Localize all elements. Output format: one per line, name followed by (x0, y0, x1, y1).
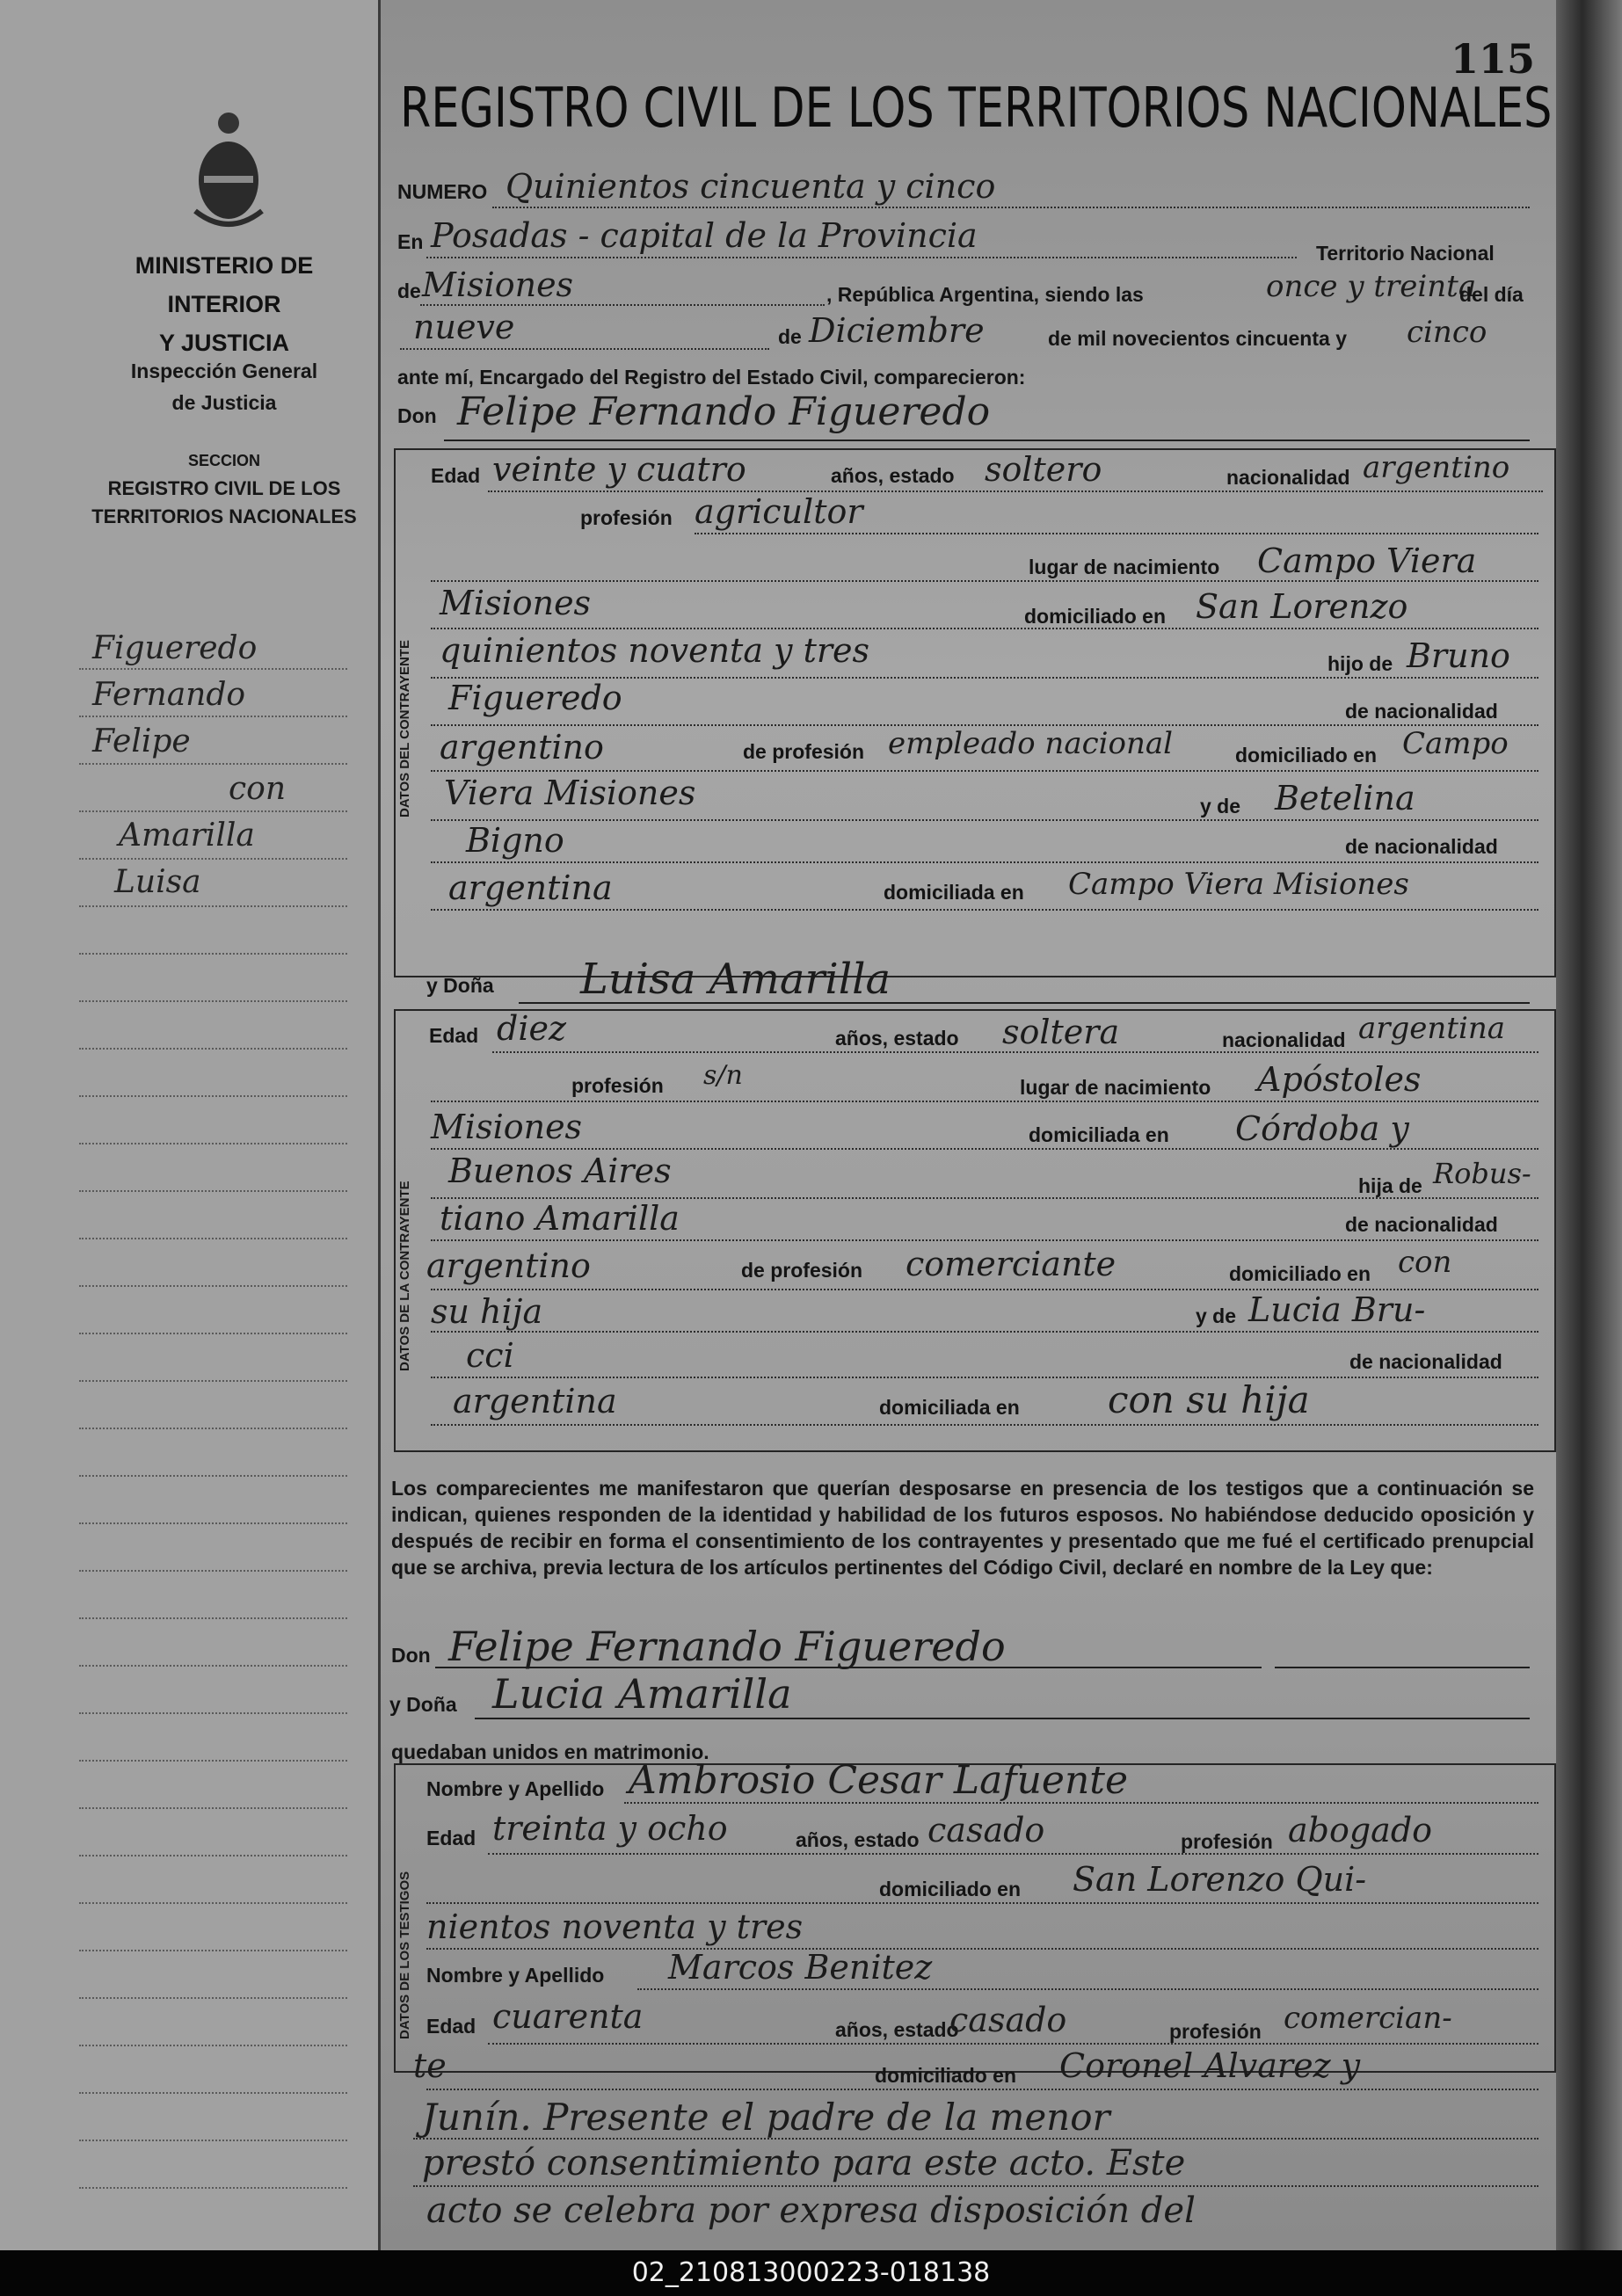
domicilio-value-2: Buenos Aires (448, 1152, 672, 1190)
page-number: 115 (1451, 35, 1536, 83)
page-title: REGISTRO CIVIL DE LOS TERRITORIOS NACIONALES (400, 76, 1553, 140)
madre-nacionalidad: argentina (448, 868, 613, 907)
line (413, 2185, 1538, 2187)
profesion-label: profesión (571, 1074, 664, 1097)
margin-line (79, 1760, 347, 1762)
domicilio-value-2: quinientos noventa y tres (440, 631, 870, 670)
padre-value: Bruno (1407, 636, 1510, 675)
contrayente-side-label: DATOS DEL CONTRAYENTE (397, 640, 412, 817)
t1-anios-estado-label: años, estado (796, 1828, 920, 1851)
padre-domicilio-2: su hija (431, 1292, 543, 1331)
t1-edad-value: treinta y ocho (492, 1809, 728, 1848)
margin-line (79, 2140, 347, 2141)
lugar-label: lugar de nacimiento (1029, 556, 1220, 578)
lugar-value: Campo Viera (1257, 541, 1477, 580)
margin-line (79, 1285, 347, 1287)
inspection-name: Inspección General de Justicia (130, 360, 318, 414)
margin-line (79, 1902, 347, 1904)
madre-domicilio: con su hija (1108, 1378, 1310, 1421)
line (431, 1424, 1538, 1426)
de-profesion-label: de profesión (741, 1259, 863, 1282)
padre-domiciliado-label: domiciliado en (1235, 744, 1378, 767)
line (431, 1239, 1538, 1241)
y-de-label: y de (1196, 1304, 1237, 1327)
line (431, 770, 1538, 772)
anio-label: de mil novecientos cincuenta y (1048, 327, 1347, 350)
margin-note: Figueredo (92, 630, 258, 666)
margin-line (79, 1333, 347, 1334)
anios-estado-label: años, estado (835, 1027, 959, 1050)
t2-profesion-value: comercian- (1284, 2001, 1452, 2036)
margin-line (79, 1048, 347, 1050)
margin-line (79, 1712, 347, 1714)
line (492, 1051, 1538, 1053)
t2-estado-value: casado (949, 2001, 1067, 2039)
de-label-2: de (778, 325, 802, 348)
line (431, 1377, 1538, 1378)
section-name: SECCION REGISTRO CIVIL DE LOS TERRITORIOS NACIONALES (91, 452, 357, 527)
madre-domiciliada-label: domiciliada en (884, 881, 1024, 904)
line (695, 533, 1538, 534)
madre-domiciliada-label: domiciliada en (879, 1396, 1020, 1419)
declaration-paragraph: Los comparecientes me manifestaron que querían desposarse en presencia de los testigos que a continuación se indican, quienes responden de la identidad y habilidad de los futuros esposos. No habiéndose deducido oposición y después de recibir en forma el consentimiento de los contrayentes y presentado que me fué el certificado prenupcial que se archiva, previa lectura de los artículos pertinentes del Código Civil, declaré en nombre de la Ley que: (391, 1477, 1534, 1579)
line (1275, 1667, 1530, 1668)
t2-edad-value: cuarenta (492, 1997, 644, 2036)
de-label: de (397, 280, 421, 302)
t1-domicilio-value-2: nientos noventa y tres (426, 1907, 804, 1946)
territorio-value: Misiones (422, 265, 574, 304)
t1-domiciliado-label: domiciliado en (879, 1878, 1022, 1900)
margin-line (79, 905, 347, 907)
padre-domicilio-2: Viera Misiones (444, 774, 696, 812)
domicilio-value: Córdoba y (1235, 1109, 1409, 1148)
t2-anios-estado-label: años, estado (835, 2018, 959, 2041)
nacionalidad-label: nacionalidad (1222, 1028, 1346, 1051)
contrayente-name: Felipe Fernando Figueredo (457, 389, 991, 434)
madre-nacionalidad: argentina (453, 1382, 617, 1420)
margin-note: Luisa (114, 864, 201, 900)
line (426, 2089, 1538, 2090)
t1-profesion-label: profesión (1181, 1830, 1273, 1853)
territorio-label: Territorio Nacional (1316, 242, 1495, 265)
t2-profesion-label: profesión (1169, 2020, 1262, 2043)
margin-line (79, 1522, 347, 1524)
dona-label: y Doña (426, 974, 494, 997)
line (431, 628, 1538, 629)
margin-line (79, 2092, 347, 2094)
madre-de-nacionalidad-label: de nacionalidad (1349, 1350, 1502, 1373)
line (488, 2043, 1538, 2045)
union-don-value: Felipe Fernando Figueredo (448, 1623, 1006, 1670)
margin-line (79, 1570, 347, 1572)
en-value: Posadas - capital de la Provincia (431, 216, 978, 255)
margin-line (79, 1428, 347, 1429)
line (624, 1802, 1538, 1804)
line (444, 440, 1530, 441)
padre-nacionalidad: argentino (440, 728, 604, 767)
nacionalidad-label: nacionalidad (1226, 466, 1350, 489)
margin-note: Felipe (92, 723, 191, 759)
line (426, 257, 1297, 258)
line (431, 909, 1538, 911)
note-line-3: acto se celebra por expresa disposición del (426, 2191, 1196, 2231)
edad-label: Edad (429, 1024, 479, 1047)
padre-profesion: empleado nacional (888, 726, 1174, 761)
margin-rule (378, 0, 381, 2250)
nacionalidad-value: argentina (1358, 1011, 1506, 1046)
edad-value: veinte y cuatro (492, 450, 746, 489)
y-de-label: y de (1200, 795, 1241, 817)
margin-line (79, 1950, 347, 1951)
line (431, 1331, 1538, 1333)
profesion-value: s/n (703, 1060, 743, 1091)
en-label: En (397, 230, 424, 253)
padre-domiciliado-label: domiciliado en (1229, 1262, 1371, 1285)
margin-line (79, 1475, 347, 1477)
document-id-footer: 02_210813000223-018138 (0, 2250, 1622, 2296)
margin-line (79, 953, 347, 955)
padre-domicilio: con (1398, 1245, 1452, 1280)
domicilio-value: San Lorenzo (1196, 587, 1408, 626)
t2-domicilio-value: Coronel Alvarez y (1059, 2046, 1361, 2085)
margin-line (79, 1665, 347, 1667)
estado-value: soltero (985, 450, 1102, 489)
line (413, 2138, 1538, 2140)
line (637, 1988, 1538, 1990)
line (431, 819, 1538, 821)
note-line-1: Junín. Presente el padre de la menor (422, 2096, 1110, 2139)
t2-nombre-label: Nombre y Apellido (426, 1964, 605, 1987)
t2-domiciliado-label: domiciliado en (875, 2064, 1017, 2087)
contrayente-f-name: Luisa Amarilla (580, 955, 891, 1004)
numero-label: NUMERO (397, 180, 488, 203)
line (435, 1667, 1262, 1668)
margin-note: Amarilla (119, 817, 255, 854)
madre-value-2: cci (466, 1336, 514, 1375)
madre-value: Lucia Bru- (1248, 1290, 1426, 1329)
margin-line (79, 1190, 347, 1192)
margin-line (79, 1855, 347, 1856)
t1-nombre-value: Ambrosio Cesar Lafuente (629, 1758, 1129, 1803)
anios-estado-label: años, estado (831, 464, 955, 487)
margin-line (79, 1807, 347, 1809)
line (488, 1853, 1538, 1855)
page-edge (1556, 0, 1622, 2250)
t2-edad-label: Edad (426, 2015, 476, 2038)
madre-value-2: Bigno (466, 821, 564, 860)
de-nacionalidad-label: de nacionalidad (1345, 700, 1498, 723)
republica-label: , República Argentina, siendo las (826, 283, 1144, 306)
nacionalidad-value: argentino (1363, 450, 1510, 485)
margin-line (79, 1380, 347, 1382)
don-label: Don (397, 404, 437, 427)
padre-value-2: tiano Amarilla (440, 1199, 680, 1238)
lugar-label: lugar de nacimiento (1020, 1076, 1211, 1099)
line (420, 304, 825, 306)
line (492, 207, 1530, 208)
numero-value: Quinientos cincuenta y cinco (506, 167, 996, 206)
line (519, 1002, 1530, 1004)
t1-nombre-label: Nombre y Apellido (426, 1777, 605, 1800)
margin-note: con (229, 771, 287, 807)
margin-line (79, 1000, 347, 1002)
coat-of-arms-icon (185, 105, 273, 237)
madre-de-nacionalidad-label: de nacionalidad (1345, 835, 1498, 858)
margin-line (79, 1143, 347, 1144)
union-dona-value: Lucia Amarilla (492, 1670, 792, 1718)
edad-label: Edad (431, 464, 481, 487)
margin-note: Fernando (92, 677, 246, 713)
hija-label: hija de (1358, 1174, 1422, 1197)
line (431, 1101, 1538, 1102)
testigos-side-label: DATOS DE LOS TESTIGOS (397, 1871, 412, 2039)
mes-value: Diciembre (809, 311, 985, 350)
union-dona-label: y Doña (389, 1693, 457, 1716)
t1-domicilio-value: San Lorenzo Qui- (1073, 1860, 1367, 1899)
madre-value: Betelina (1275, 779, 1415, 817)
line (431, 580, 1538, 582)
unidos-label: quedaban unidos en matrimonio. (391, 1740, 709, 1763)
t1-estado-value: casado (927, 1811, 1045, 1849)
de-nacionalidad-label: de nacionalidad (1345, 1213, 1498, 1236)
padre-domicilio: Campo (1402, 726, 1509, 761)
hijo-label: hijo de (1327, 652, 1393, 675)
profesion-value: agricultor (695, 492, 863, 531)
padre-nacionalidad: argentino (426, 1246, 591, 1285)
padre-profesion: comerciante (906, 1245, 1116, 1283)
line (431, 1148, 1538, 1150)
estado-value: soltera (1002, 1013, 1120, 1051)
t1-edad-label: Edad (426, 1827, 476, 1849)
hora-value: once y treinta (1266, 269, 1477, 304)
lugar-value-2: Misiones (431, 1108, 583, 1146)
edad-value: diez (497, 1009, 566, 1048)
note-line-2: prestó consentimiento para este acto. Este (422, 2143, 1186, 2183)
line (400, 348, 769, 350)
madre-domicilio: Campo Viera Misiones (1068, 867, 1409, 902)
line (488, 490, 1543, 492)
profesion-label: profesión (580, 506, 673, 529)
dia-value: nueve (413, 308, 515, 346)
lugar-value: Apóstoles (1257, 1060, 1422, 1099)
padre-value-2: Figueredo (448, 679, 622, 717)
del-dia-label: del día (1459, 283, 1524, 306)
de-profesion-label: de profesión (743, 740, 865, 763)
union-don-label: Don (391, 1644, 431, 1667)
t2-nombre-value: Marcos Benitez (668, 1948, 933, 1987)
anio-value: cinco (1407, 315, 1487, 350)
margin-line (79, 1095, 347, 1097)
margin-line (79, 2187, 347, 2189)
line (475, 1718, 1530, 1719)
line (426, 1902, 1538, 1904)
padre-value: Robus- (1433, 1157, 1531, 1190)
line (431, 861, 1538, 863)
ministry-name: MINISTERIO DE INTERIOR Y JUSTICIA (135, 252, 314, 356)
ante-label: ante mí, Encargado del Registro del Estado Civil, comparecieron: (397, 366, 1026, 389)
domiciliado-label: domiciliado en (1024, 605, 1167, 628)
lugar-value-2: Misiones (440, 584, 592, 622)
contrayente-f-side-label: DATOS DE LA CONTRAYENTE (397, 1181, 412, 1371)
domiciliada-label: domiciliada en (1029, 1123, 1169, 1146)
margin-line (79, 2045, 347, 2046)
t1-profesion-value: abogado (1288, 1811, 1433, 1849)
margin-line (79, 1238, 347, 1239)
margin-line (79, 1997, 347, 1999)
t2-profesion-value-2: te (413, 2046, 447, 2085)
margin-line (79, 1617, 347, 1619)
line (426, 1948, 1538, 1950)
